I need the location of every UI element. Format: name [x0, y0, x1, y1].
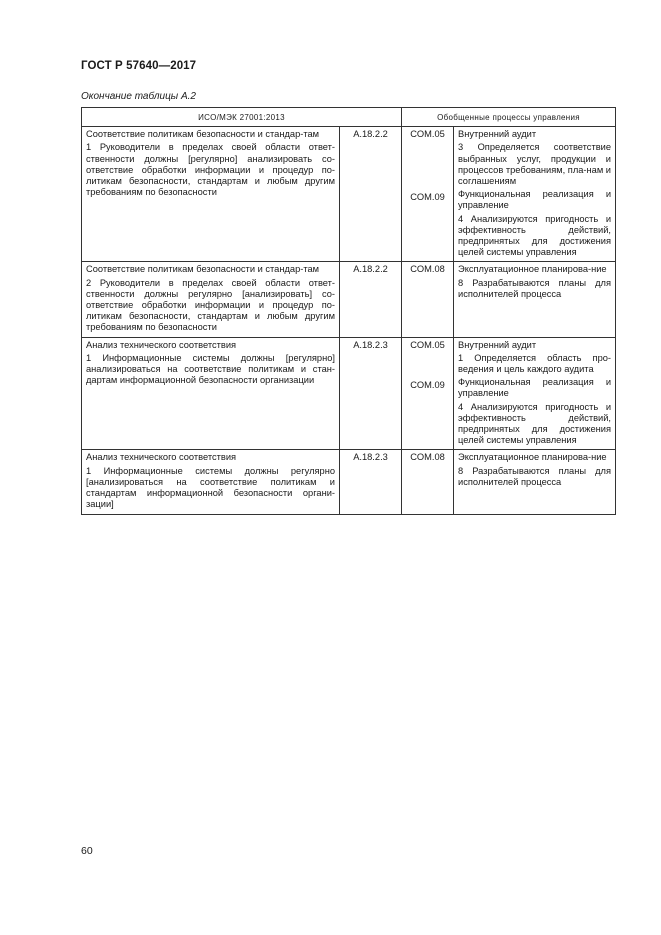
- process-text: 4 Анализируются пригодность и эффективность действий, предпринятых для достижения целей системы управления: [458, 401, 612, 446]
- table-row: [82, 127, 616, 262]
- process-code: COM.09: [410, 192, 445, 203]
- requirement-text: 1 Руководители в пределах своей области ответ-ственности должны [регулярно] анализировать со-ответствие обработки информации и процедур по-литикам безопасности, стандартам и любым другим требованиям по безопасности: [86, 142, 335, 198]
- process-code: COM.08: [410, 452, 445, 463]
- process-description-cell: [454, 337, 616, 450]
- process-codes-cell: [402, 262, 454, 337]
- process-code: COM.05: [410, 129, 445, 140]
- process-description-cell: [454, 262, 616, 337]
- process-text: 3 Определяется соответствие выбранных услуг, продукции и процессов требованиям, пла-нам и соглашениям: [458, 142, 612, 187]
- requirement-cell: [82, 450, 340, 514]
- process-title: Эксплуатационное планирова-ние: [458, 452, 607, 463]
- table-caption: Окончание таблицы А.2: [81, 91, 196, 102]
- requirement-cell: [82, 337, 340, 450]
- requirement-title: Соответствие политикам безопасности и стандар-там: [86, 264, 320, 275]
- process-codes-cell: [402, 337, 454, 450]
- table-row: [82, 262, 616, 337]
- table-row: [82, 450, 616, 514]
- requirement-text: 2 Руководители в пределах своей области ответ-ственности должны регулярно [анализировать] со-ответствие обработки информации и процедур по-литикам безопасности, стандартам и любым другим требованиям по безопасности: [86, 277, 335, 333]
- process-text: 8 Разрабатываются планы для исполнителей процесса: [458, 277, 612, 299]
- process-codes-cell: [402, 450, 454, 514]
- process-title: Функциональная реализация и управление: [458, 377, 612, 399]
- process-title: Внутренний аудит: [458, 339, 537, 350]
- requirement-title: Анализ технического соответствия: [86, 452, 237, 463]
- requirement-text: 1 Информационные системы должны регулярно [анализироваться на соответствие политикам и стандартам информационной безопасности органи-зации]: [86, 465, 335, 510]
- requirement-cell: [82, 262, 340, 337]
- process-codes-cell: [402, 127, 454, 262]
- clause-ref: A.18.2.2: [340, 127, 402, 262]
- process-title: Эксплуатационное планирова-ние: [458, 264, 607, 275]
- clause-ref: A.18.2.2: [340, 262, 402, 337]
- requirement-cell: [82, 127, 340, 262]
- process-title: Функциональная реализация и управление: [458, 189, 612, 211]
- process-code: COM.09: [410, 379, 445, 390]
- process-text: 1 Определяется область про-ведения и цель каждого аудита: [458, 352, 612, 375]
- process-code: COM.05: [410, 339, 445, 350]
- process-title: Внутренний аудит: [458, 129, 537, 140]
- table-row: [82, 337, 616, 450]
- requirement-text: 1 Информационные системы должны [регулярно] анализироваться на соответствие политикам и стан-дартам информационной безопасности организации: [86, 352, 335, 386]
- page-number: 60: [81, 845, 93, 857]
- clause-ref: A.18.2.3: [340, 450, 402, 514]
- column-header-iso: ИСО/МЭК 27001:2013: [82, 108, 402, 127]
- mapping-table: [81, 107, 616, 515]
- table-header-row: [82, 108, 616, 127]
- clause-ref: A.18.2.3: [340, 337, 402, 450]
- column-header-processes: Обобщенные процессы управления: [402, 108, 616, 127]
- process-code: COM.08: [410, 264, 445, 275]
- process-text: 8 Разрабатываются планы для исполнителей процесса: [458, 465, 612, 487]
- requirement-title: Соответствие политикам безопасности и стандар-там: [86, 129, 320, 140]
- requirement-title: Анализ технического соответствия: [86, 339, 237, 350]
- process-text: 4 Анализируются пригодность и эффективность действий, предпринятых для достижения целей системы управления: [458, 213, 612, 258]
- process-description-cell: [454, 450, 616, 514]
- process-description-cell: [454, 127, 616, 262]
- document-standard-header: ГОСТ Р 57640—2017: [81, 60, 197, 72]
